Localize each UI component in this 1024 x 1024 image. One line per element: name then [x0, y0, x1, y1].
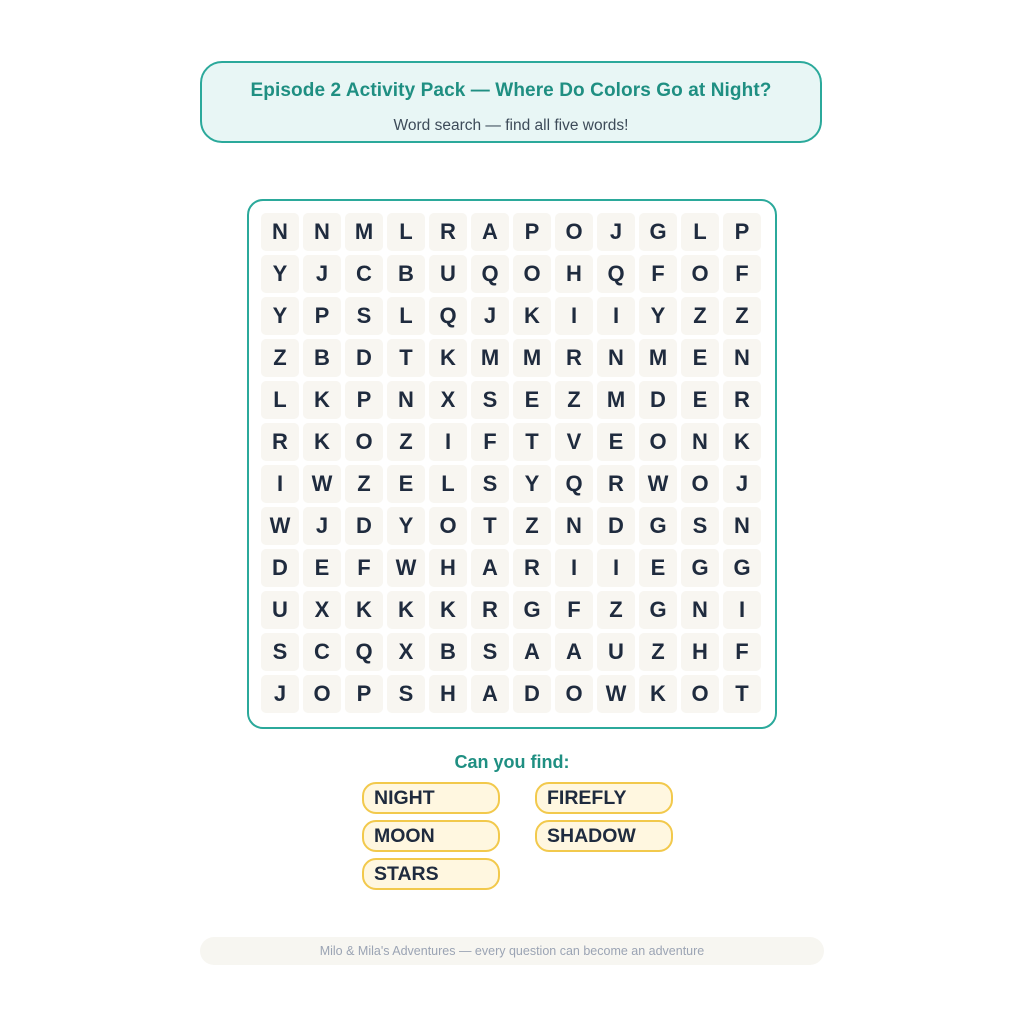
grid-cell[interactable]: F — [471, 423, 509, 461]
grid-cell[interactable]: D — [513, 675, 551, 713]
grid-cell[interactable]: T — [513, 423, 551, 461]
grid-cell[interactable]: M — [639, 339, 677, 377]
word-chip-shadow: SHADOW — [535, 820, 673, 852]
grid-cell[interactable]: Y — [513, 465, 551, 503]
grid-cell[interactable]: X — [429, 381, 467, 419]
grid-cell[interactable]: Z — [387, 423, 425, 461]
footer-tagline: Milo & Mila's Adventures — every question can become an adventure — [200, 937, 824, 965]
grid-cell[interactable]: G — [639, 213, 677, 251]
grid-cell[interactable]: D — [639, 381, 677, 419]
grid-cell[interactable]: S — [261, 633, 299, 671]
header-banner — [200, 61, 822, 143]
word-chip-moon: MOON — [362, 820, 500, 852]
word-list-title: Can you find: — [454, 752, 570, 772]
grid-cell[interactable]: N — [387, 381, 425, 419]
grid-cell[interactable]: O — [681, 255, 719, 293]
grid-cell[interactable]: K — [639, 675, 677, 713]
grid-cell[interactable]: J — [471, 297, 509, 335]
grid-cell[interactable]: N — [681, 591, 719, 629]
grid-cell[interactable]: W — [639, 465, 677, 503]
grid-cell[interactable]: S — [345, 297, 383, 335]
grid-cell[interactable]: S — [681, 507, 719, 545]
word-search-panel — [247, 199, 777, 729]
grid-cell[interactable]: K — [303, 381, 341, 419]
grid-cell[interactable]: S — [387, 675, 425, 713]
grid-cell[interactable]: K — [387, 591, 425, 629]
grid-cell[interactable]: N — [681, 423, 719, 461]
grid-cell[interactable]: D — [345, 507, 383, 545]
grid-cell[interactable]: R — [723, 381, 761, 419]
grid-cell[interactable]: O — [681, 465, 719, 503]
grid-cell[interactable]: M — [597, 381, 635, 419]
grid-cell[interactable]: Q — [471, 255, 509, 293]
grid-cell[interactable]: X — [387, 633, 425, 671]
grid-cell[interactable]: P — [513, 213, 551, 251]
grid-cell[interactable]: Y — [639, 297, 677, 335]
grid-cell[interactable]: A — [471, 213, 509, 251]
grid-cell[interactable]: P — [345, 675, 383, 713]
grid-cell[interactable]: A — [471, 675, 509, 713]
grid-cell[interactable]: O — [681, 675, 719, 713]
grid-cell[interactable]: R — [429, 213, 467, 251]
grid-cell[interactable]: O — [303, 675, 341, 713]
grid-cell[interactable]: Y — [261, 255, 299, 293]
grid-cell[interactable]: Z — [555, 381, 593, 419]
grid-cell[interactable]: H — [429, 675, 467, 713]
grid-cell[interactable]: K — [723, 423, 761, 461]
grid-cell[interactable]: K — [345, 591, 383, 629]
grid-cell[interactable]: K — [429, 591, 467, 629]
grid-cell[interactable]: L — [387, 297, 425, 335]
grid-cell[interactable]: H — [555, 255, 593, 293]
grid-cell[interactable]: O — [555, 675, 593, 713]
grid-cell[interactable]: G — [723, 549, 761, 587]
word-chip-stars: STARS — [362, 858, 500, 890]
grid-cell[interactable]: O — [639, 423, 677, 461]
grid-cell[interactable]: G — [681, 549, 719, 587]
grid-cell[interactable]: F — [555, 591, 593, 629]
grid-cell[interactable]: F — [723, 633, 761, 671]
grid-cell[interactable]: Q — [597, 255, 635, 293]
grid-cell[interactable]: Z — [723, 297, 761, 335]
grid-cell[interactable]: U — [261, 591, 299, 629]
grid-cell[interactable]: E — [681, 381, 719, 419]
grid-cell[interactable]: P — [723, 213, 761, 251]
grid-cell[interactable]: M — [345, 213, 383, 251]
grid-cell[interactable]: K — [303, 423, 341, 461]
grid-cell[interactable]: D — [597, 507, 635, 545]
grid-cell[interactable]: C — [345, 255, 383, 293]
grid-cell[interactable]: D — [345, 339, 383, 377]
page-subtitle: Word search — find all five words! — [393, 117, 629, 134]
grid-cell[interactable]: P — [345, 381, 383, 419]
grid-cell[interactable]: E — [303, 549, 341, 587]
grid-cell[interactable]: N — [723, 339, 761, 377]
grid-cell[interactable]: C — [303, 633, 341, 671]
grid-cell[interactable]: D — [261, 549, 299, 587]
grid-cell[interactable]: I — [723, 591, 761, 629]
grid-cell[interactable]: T — [723, 675, 761, 713]
grid-cell[interactable]: G — [639, 507, 677, 545]
grid-cell[interactable]: L — [681, 213, 719, 251]
grid-cell[interactable]: S — [471, 633, 509, 671]
grid-cell[interactable]: U — [429, 255, 467, 293]
page-title: Episode 2 Activity Pack — Where Do Colors Go at Night? — [250, 80, 772, 101]
grid-cell[interactable]: T — [387, 339, 425, 377]
grid-cell[interactable]: F — [639, 255, 677, 293]
grid-cell[interactable]: N — [261, 213, 299, 251]
grid-cell[interactable]: I — [261, 465, 299, 503]
grid-cell[interactable]: W — [261, 507, 299, 545]
grid-cell[interactable]: O — [429, 507, 467, 545]
grid-cell[interactable]: M — [513, 339, 551, 377]
grid-cell[interactable]: J — [723, 465, 761, 503]
grid-cell[interactable]: W — [303, 465, 341, 503]
grid-cell[interactable]: W — [387, 549, 425, 587]
grid-cell[interactable]: N — [597, 339, 635, 377]
grid-cell[interactable]: Q — [555, 465, 593, 503]
grid-cell[interactable]: F — [345, 549, 383, 587]
grid-cell[interactable]: O — [555, 213, 593, 251]
word-search-grid — [261, 213, 765, 717]
grid-cell[interactable]: L — [261, 381, 299, 419]
grid-cell[interactable]: I — [555, 297, 593, 335]
grid-cell[interactable]: Z — [345, 465, 383, 503]
grid-cell[interactable]: Q — [345, 633, 383, 671]
grid-cell[interactable]: E — [639, 549, 677, 587]
grid-cell[interactable]: J — [597, 213, 635, 251]
grid-cell[interactable]: A — [471, 549, 509, 587]
grid-cell[interactable]: H — [681, 633, 719, 671]
grid-cell[interactable]: R — [471, 591, 509, 629]
word-chip-night: NIGHT — [362, 782, 500, 814]
grid-cell[interactable]: Q — [429, 297, 467, 335]
grid-cell[interactable]: Y — [387, 507, 425, 545]
word-chip-firefly: FIREFLY — [535, 782, 673, 814]
grid-cell[interactable]: O — [345, 423, 383, 461]
grid-cell[interactable]: K — [513, 297, 551, 335]
grid-cell[interactable]: R — [261, 423, 299, 461]
grid-cell[interactable]: Z — [681, 297, 719, 335]
grid-cell[interactable]: G — [639, 591, 677, 629]
grid-cell[interactable]: R — [555, 339, 593, 377]
grid-cell[interactable]: M — [471, 339, 509, 377]
grid-cell[interactable]: N — [303, 213, 341, 251]
grid-cell[interactable]: E — [387, 465, 425, 503]
grid-cell[interactable]: J — [303, 507, 341, 545]
grid-cell[interactable]: E — [597, 423, 635, 461]
grid-cell[interactable]: O — [513, 255, 551, 293]
grid-cell[interactable]: B — [303, 339, 341, 377]
grid-cell[interactable]: S — [471, 381, 509, 419]
grid-cell[interactable]: T — [471, 507, 509, 545]
grid-cell[interactable]: B — [387, 255, 425, 293]
grid-cell[interactable]: I — [597, 549, 635, 587]
grid-cell[interactable]: G — [513, 591, 551, 629]
grid-cell[interactable]: I — [597, 297, 635, 335]
grid-cell[interactable]: X — [303, 591, 341, 629]
grid-cell[interactable]: E — [681, 339, 719, 377]
grid-cell[interactable]: N — [555, 507, 593, 545]
grid-cell[interactable]: R — [597, 465, 635, 503]
grid-cell[interactable]: J — [261, 675, 299, 713]
grid-cell[interactable]: Y — [261, 297, 299, 335]
grid-cell[interactable]: L — [429, 465, 467, 503]
grid-cell[interactable]: B — [429, 633, 467, 671]
grid-cell[interactable]: W — [597, 675, 635, 713]
grid-cell[interactable]: R — [513, 549, 551, 587]
grid-cell[interactable]: A — [513, 633, 551, 671]
grid-cell[interactable]: K — [429, 339, 467, 377]
grid-cell[interactable]: V — [555, 423, 593, 461]
grid-cell[interactable]: Z — [597, 591, 635, 629]
grid-cell[interactable]: N — [723, 507, 761, 545]
grid-cell[interactable]: S — [471, 465, 509, 503]
grid-cell[interactable]: I — [429, 423, 467, 461]
grid-cell[interactable]: J — [303, 255, 341, 293]
grid-cell[interactable]: Z — [261, 339, 299, 377]
grid-cell[interactable]: L — [387, 213, 425, 251]
grid-cell[interactable]: Z — [513, 507, 551, 545]
grid-cell[interactable]: U — [597, 633, 635, 671]
grid-cell[interactable]: Z — [639, 633, 677, 671]
grid-cell[interactable]: E — [513, 381, 551, 419]
grid-cell[interactable]: H — [429, 549, 467, 587]
grid-cell[interactable]: A — [555, 633, 593, 671]
grid-cell[interactable]: P — [303, 297, 341, 335]
grid-cell[interactable]: F — [723, 255, 761, 293]
grid-cell[interactable]: I — [555, 549, 593, 587]
